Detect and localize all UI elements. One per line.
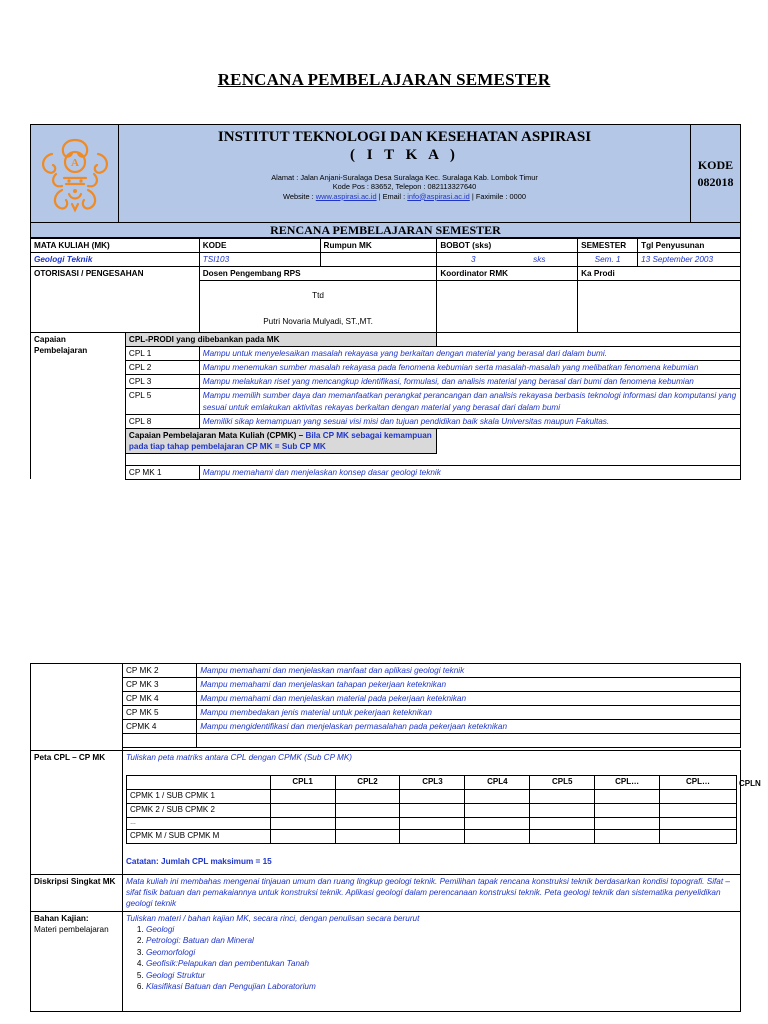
topic-item: 2. Petrologi: Batuan dan Mineral [146,935,737,946]
cpmk-row [31,706,741,720]
koordinator-signature [437,281,578,333]
cpmk-row [31,720,741,734]
otorisasi-label: OTORISASI / PENGESAHAN [31,267,200,333]
matrix-overflow-col: CPLN [739,779,761,788]
matrix-row [127,817,737,829]
cpmk-code: CP MK 1 [125,465,199,479]
capaian-label-2: Pembelajaran [34,346,88,356]
spacer-cell [197,734,741,748]
tgl-value: 13 September 2003 [638,253,741,267]
kode-value-cell: TSI103 [199,253,320,267]
cpl-code: CPL 5 [125,389,199,414]
deskripsi-label: Diskripsi Singkat MK [31,875,123,911]
kaprodi-signature [578,281,741,333]
topic-item: 6. Klasifikasi Batuan dan Pengujian Laboratorium [146,981,737,992]
cpl-text: Mampu melakukan riset yang mencangkup identifikasi, formulasi, dan analisis material yang berasal dari bumi dan fenomena kebumian [199,375,740,389]
semester-header: SEMESTER [578,239,638,253]
matrix-row [127,790,737,804]
cpmk-text: Mampu memahami dan menjelaskan manfaat dan aplikasi geologi teknik [197,664,741,678]
email-label: | Email : [376,191,408,201]
kaprodi-label: Ka Prodi [578,267,741,281]
rps-table-part-1 [30,238,741,480]
topic-item: 4. Geofisik:Pelapukan dan pembentukan Tanah [146,958,737,969]
mk-value: Geologi Teknik [31,253,200,267]
matrix-row-label: CPMK 1 / SUB CPMK 1 [127,790,271,804]
kode-value: 082018 [697,174,734,189]
address-line-1: Alamat : Jalan Anjani-Suralaga Desa Suralaga Kec. Suralaga Kab. Lombok Timur [271,173,538,182]
rps-table-part-2 [30,663,741,1012]
bahan-label-bold: Bahan Kajian: [34,913,89,923]
matrix-col-header: CPL4 [465,776,530,790]
deskripsi-text: Mata kuliah ini membahas mengenai tinjauan umum dan ruang lingkup geologi teknik. Pemilihan tapak rencana konstruksi teknik berdasarkan kondisi topografi. Sifat – sifat fisik batuan dan pemakaiannya untuk konstruksi teknik. Aplikasi geologi dalam perencanaan konstruksi teknik. Peta geologi teknik dan sistematika penyelidikan geologi teknik [123,875,741,911]
peta-row [31,751,741,875]
spacer-cell [125,453,740,465]
bobot-value [437,253,578,267]
spacer-row [31,453,741,465]
cpl-code: CPL 1 [125,347,199,361]
website-label: Website : [283,191,316,201]
matrix-col-header: CPL5 [530,776,595,790]
bahan-row [31,911,741,1011]
topic-item: 1. Geologi [146,924,737,935]
topic-item: 5. Geologi Struktur [146,970,737,981]
matrix-col-header: CPL1 [270,776,335,790]
kode-label: KODE [697,158,734,173]
bahan-content [123,911,741,1011]
cpl-header: CPL-PRODI yang dibebankan pada MK [125,333,436,347]
bahan-label-rest: Materi pembelajaran [34,924,109,934]
rumpun-value [320,253,437,267]
matrix-col-header: CPL3 [400,776,465,790]
peta-content [123,751,741,875]
cpl-row [31,389,741,414]
matrix-header-row [127,776,737,790]
dosen-name: Putri Novaria Mulyadi, ST.,MT. [263,317,373,327]
semester-value: Sem. 1 [578,253,638,267]
cpl-row [31,347,741,361]
cpmk-header-black: Capaian Pembelajaran Mata Kuliah (CPMK) – [128,430,306,440]
cpmk-text: Mampu mengidentifikasi dan menjelaskan permasalahan pada pekerjaan keteknikan [197,720,741,734]
bobot-unit: sks [533,255,546,265]
cpmk-code: CP MK 2 [123,664,197,678]
ttd-text: Ttd [312,291,324,301]
institution-name: INSTITUT TEKNOLOGI DAN KESEHATAN ASPIRASI [217,129,592,145]
otorisasi-row [31,267,741,281]
cpmk-text: Mampu memahami dan menjelaskan konsep dasar geologi teknik [199,465,740,479]
cpl-code: CPL 8 [125,414,199,428]
cpmk-code: CP MK 5 [123,706,197,720]
website-link[interactable]: www.aspirasi.ac.id [315,191,377,201]
course-header-row [31,239,741,253]
institution-logo [31,125,119,222]
matrix-col-header: CPL… [660,776,737,790]
matrix-row-label: … [127,817,271,829]
cpmk-header [125,428,436,453]
bobot-header: BOBOT (sks) [437,239,578,253]
cpmk-code: CP MK 4 [123,692,197,706]
matrix-row [127,803,737,817]
institution-address [119,173,690,201]
cpmk-code: CPMK 4 [123,720,197,734]
spacer-row [31,734,741,748]
cpl-header-filler [437,333,741,347]
rps-band-title: RENCANA PEMBELAJARAN SEMESTER [30,223,741,238]
mk-header: MATA KULIAH (MK) [31,239,200,253]
peta-instruction: Tuliskan peta matriks antara CPL dengan CPMK (Sub CP MK) [126,753,353,763]
bahan-instruction: Tuliskan materi / bahan kajian MK, secara rinci, dengan penulisan secara berurut [126,913,420,923]
matrix-row [127,829,737,843]
institution-header [30,124,741,223]
matrix-row-label: CPMK M / SUB CPMK M [127,829,271,843]
cpmk-text: Mampu membedakan jenis material untuk pekerjaan keteknikan [197,706,741,720]
matrix-row-label: CPMK 2 / SUB CPMK 2 [127,803,271,817]
cpl-row [31,375,741,389]
rumpun-header: Rumpun MK [320,239,437,253]
capaian-continued [31,664,123,751]
cpmk-row [31,678,741,692]
institution-info [119,125,691,222]
cpmk-header-blue: Bila CP MK sebagai kemampuan pada tiap tahap pembelajaran CP MK = Sub CP MK [128,430,432,451]
course-value-row [31,253,741,267]
kode-header: KODE [199,239,320,253]
koordinator-label: Koordinator RMK [437,267,578,281]
fax-text: | Faximile : 0000 [469,191,526,201]
cpmk-code: CP MK 3 [123,678,197,692]
svg-text:A: A [70,156,79,169]
cpl-text: Memiliki sikap kemampuan yang sesuai visi misi dan tujuan pendidikan baik skala Universitas maupun Fakultas. [199,414,740,428]
topic-list [146,924,737,993]
cpmk-row [31,664,741,678]
cpmk-text: Mampu memahami dan menjelaskan material pada pekerjaan keteknikan [197,692,741,706]
cpmk-text: Mampu memahami dan menjelaskan tahapan pekerjaan keteknikan [197,678,741,692]
cpl-row [31,361,741,375]
contact-line [119,192,690,201]
cpl-code: CPL 3 [125,375,199,389]
bobot-number: 3 [471,255,476,265]
peta-label: Peta CPL – CP MK [31,751,123,875]
document-title: RENCANA PEMBELAJARAN SEMESTER [217,70,551,89]
cpl-matrix [126,775,737,843]
cpl-code: CPL 2 [125,361,199,375]
dosen-label: Dosen Pengembang RPS [199,267,437,281]
tgl-header: Tgl Penyusunan [638,239,741,253]
bahan-label [31,911,123,1011]
cpmk-row [31,465,741,479]
cpl-text: Mampu menemukan sumber masalah rekayasa pada fenomena kebumian serta masalah-masalah yang melibatkan fenomena kebumian [199,361,740,375]
cpl-text: Mampu untuk menyelesaikan masalah rekayasa yang berkaitan dengan material yang berasal dari dalam bumi. [199,347,740,361]
cpmk-header-filler [437,428,741,453]
spacer-cell [123,734,197,748]
cpmk-header-row [31,428,741,453]
matrix-corner [127,776,271,790]
cpmk-row [31,692,741,706]
cpl-header-row [31,333,741,347]
cpl-text: Mampu memilih sumber daya dan memanfaatkan perangkat perancangan dan analisis rekayasa berbasis teknologi informasi dan komputansi yang sesuai untuk emlakukan aktivitas rekayas berkaitan dengan material yang berasal dari dalam bumi [199,389,740,414]
matrix-col-header: CPL2 [335,776,400,790]
matrix-col-header: CPL… [595,776,660,790]
dosen-signature [199,281,437,333]
institution-abbr: ( I T K A ) [350,147,459,163]
peta-note: Catatan: Jumlah CPL maksimum = 15 [126,856,272,866]
document-code [691,125,740,222]
capaian-label [31,333,126,480]
deskripsi-row [31,875,741,911]
topic-item: 3. Geomorfologi [146,947,737,958]
email-link[interactable]: info@aspirasi.ac.id [407,191,470,201]
capaian-label-1: Capaian [34,335,66,345]
cpl-row [31,414,741,428]
itka-logo-icon [36,134,114,214]
address-line-2: Kode Pos : 83652, Telepon : 082113327640 [332,182,477,192]
